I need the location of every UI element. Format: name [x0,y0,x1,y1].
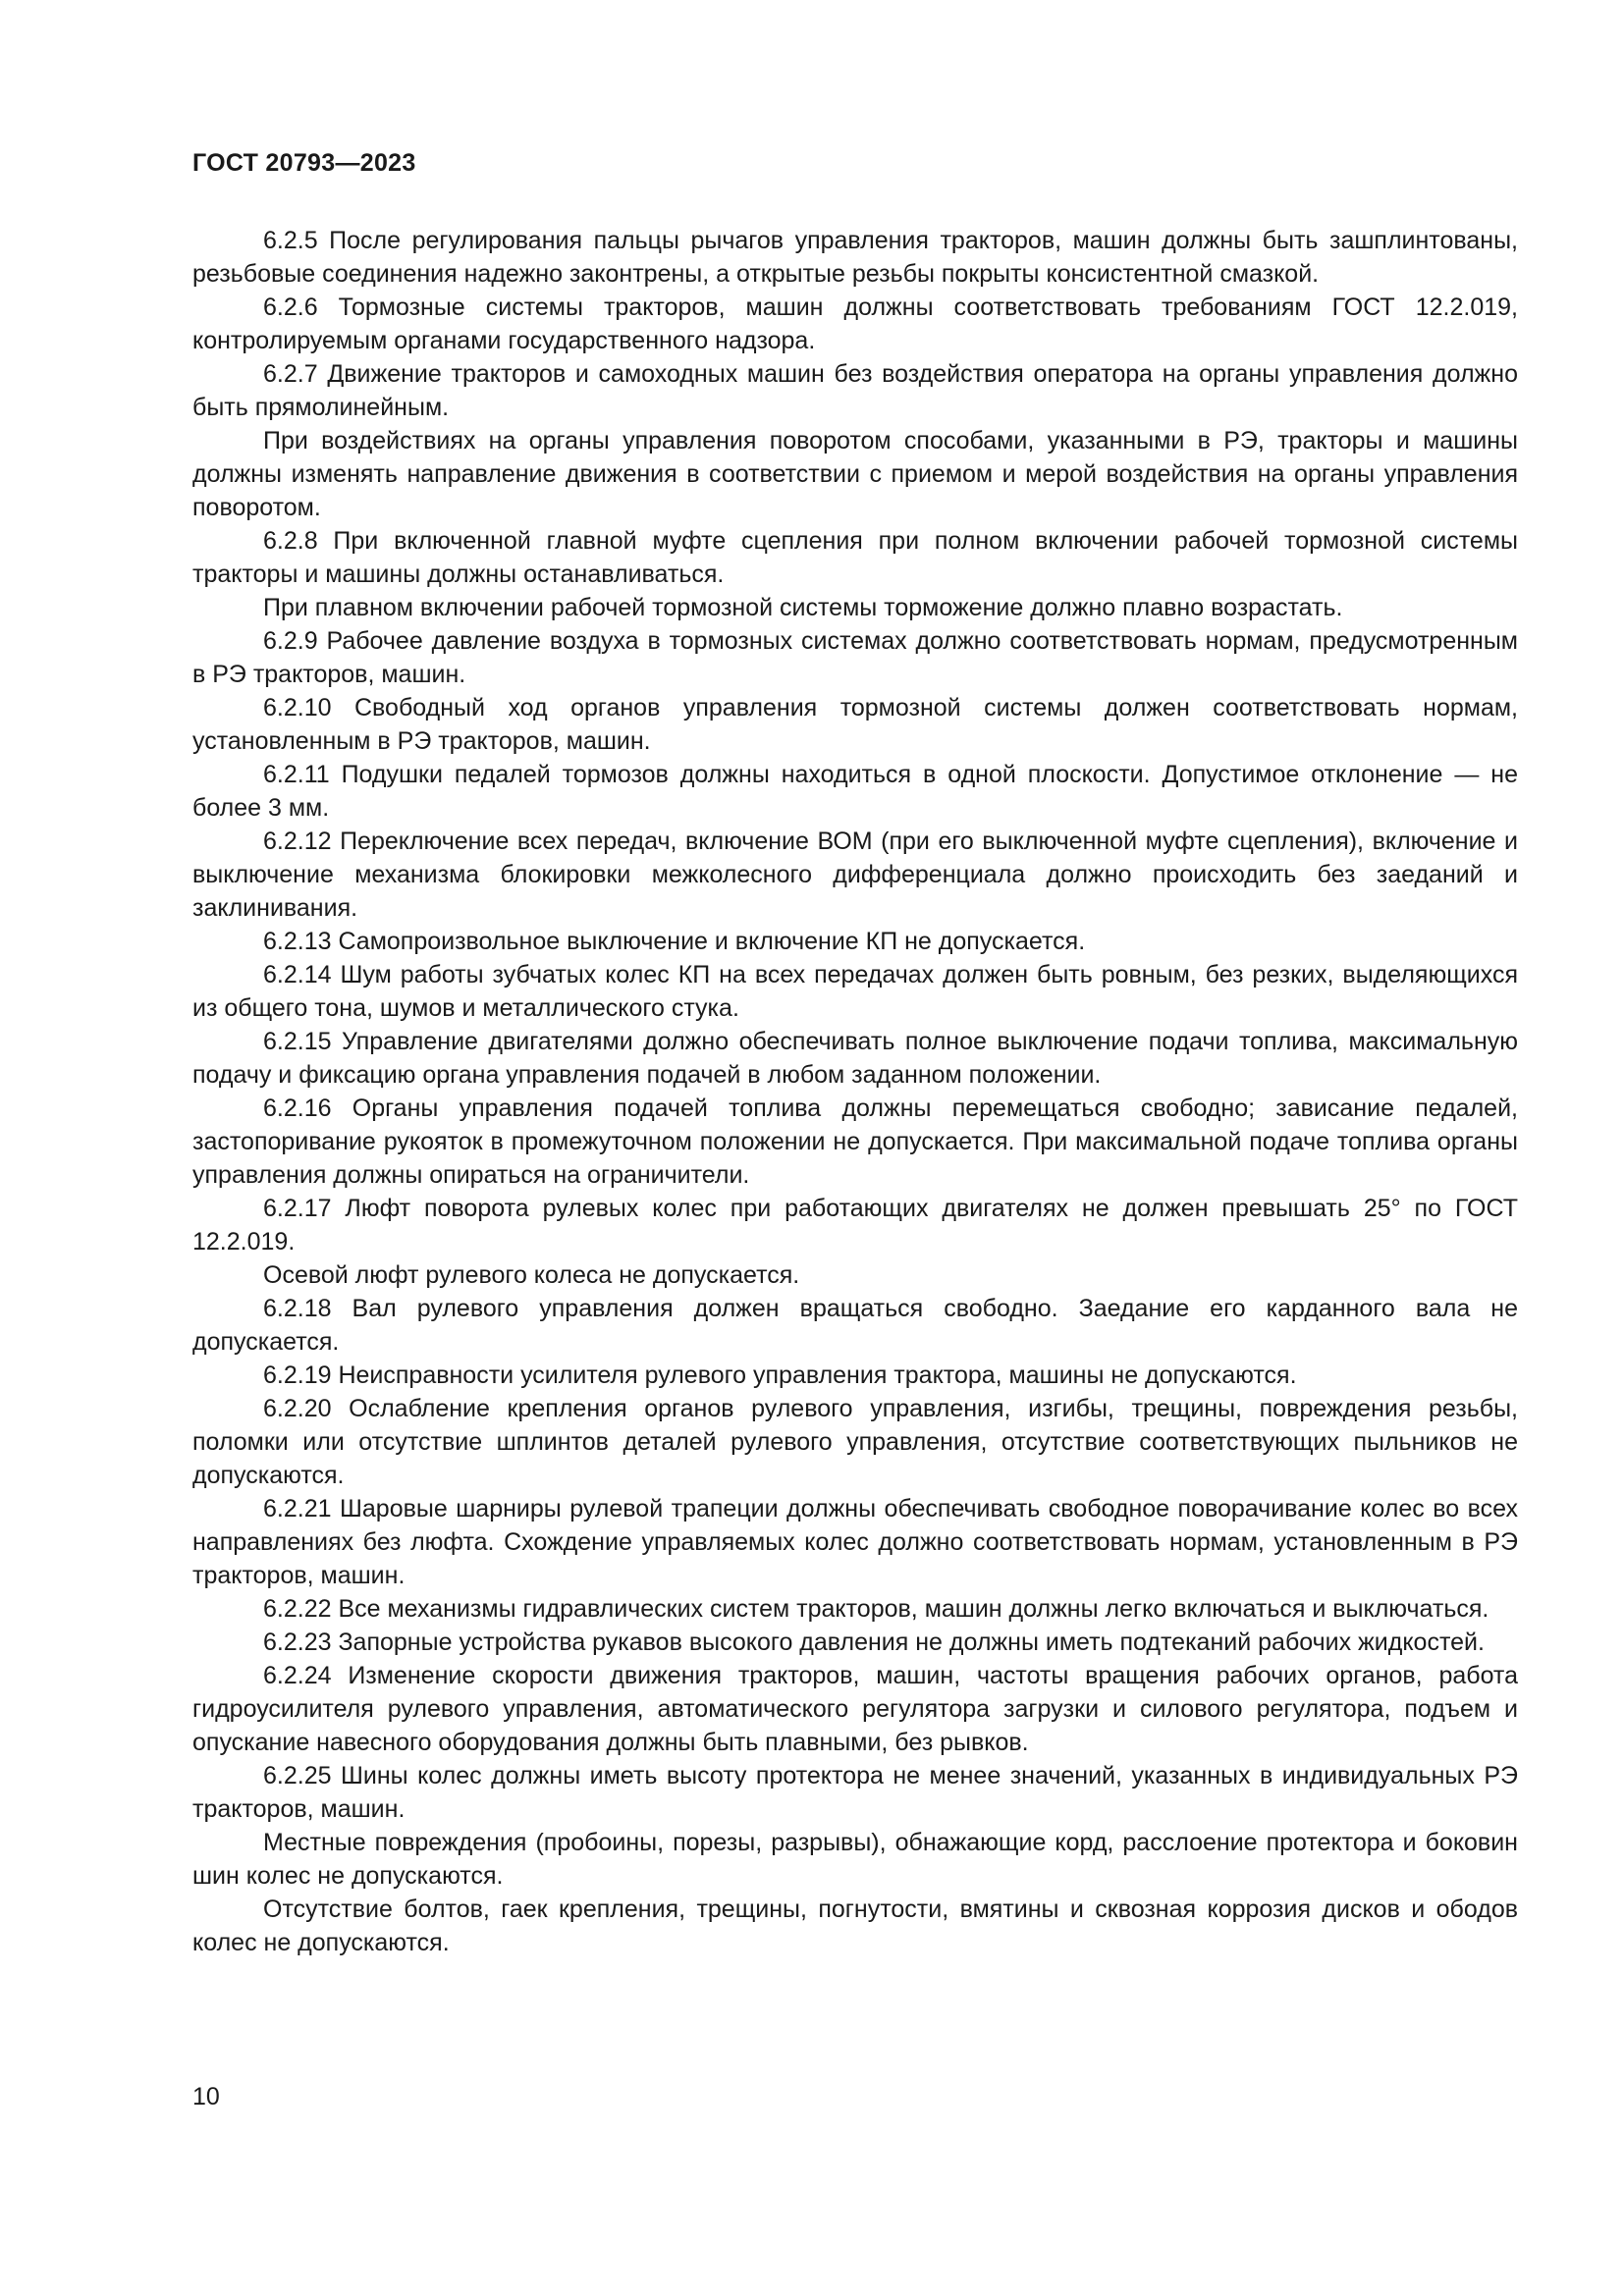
paragraph-6-2-19: 6.2.19 Неисправности усилителя рулевого управления трактора, машины не допускаются. [263,1362,1297,1389]
paragraph-6-2-25-continued-1: Местные повреждения (пробоины, порезы, разрывы), обнажающие корд, расслоение протектора и боковин шин колес не допускаются. [192,1829,1518,1890]
document-header-title: ГОСТ 20793—2023 [192,149,416,177]
paragraph-6-2-7-continued: При воздействиях на органы управления поворотом способами, указанными в РЭ, тракторы и машины должны изменять направление движения в соответствии с приемом и мерой воздействия на органы управления поворотом. [192,427,1518,521]
page-number: 10 [192,2083,220,2110]
paragraph-6-2-6: 6.2.6 Тормозные системы тракторов, машин должны соответствовать требованиям ГОСТ 12.2.019, контролируемым органами государственного надзора. [192,294,1518,354]
paragraph-6-2-21: 6.2.21 Шаровые шарниры рулевой трапеции должны обеспечивать свободное поворачивание колес во всех направлениях без люфта. Схождение управляемых колес должно соответствовать нормам, установленным в РЭ тракторов, машин. [192,1495,1518,1589]
paragraph-6-2-7: 6.2.7 Движение тракторов и самоходных машин без воздействия оператора на органы управления должно быть прямолинейным. [192,360,1518,421]
paragraph-6-2-16: 6.2.16 Органы управления подачей топлива должны перемещаться свободно; зависание педалей, застопоривание рукояток в промежуточном положении не допускается. При максимальной подаче топлива органы управления должны опираться на ограничители. [192,1095,1518,1189]
paragraph-6-2-15: 6.2.15 Управление двигателями должно обеспечивать полное выключение подачи топлива, максимальную подачу и фиксацию органа управления подачей в любом заданном положении. [192,1028,1518,1089]
paragraph-6-2-5: 6.2.5 После регулирования пальцы рычагов управления тракторов, машин должны быть зашплинтованы, резьбовые соединения надежно законтрены, а открытые резьбы покрыты консистентной смазкой. [192,227,1518,288]
paragraph-6-2-22: 6.2.22 Все механизмы гидравлических систем тракторов, машин должны легко включаться и выключаться. [263,1595,1489,1623]
paragraph-6-2-23: 6.2.23 Запорные устройства рукавов высокого давления не должны иметь подтеканий рабочих жидкостей. [263,1629,1485,1656]
paragraph-6-2-18: 6.2.18 Вал рулевого управления должен вращаться свободно. Заедание его карданного вала не допускается. [192,1295,1518,1356]
paragraph-6-2-17-continued: Осевой люфт рулевого колеса не допускается. [263,1261,800,1289]
paragraph-6-2-17: 6.2.17 Люфт поворота рулевых колес при работающих двигателях не должен превышать 25° по ГОСТ 12.2.019. [192,1195,1518,1255]
document-body [192,224,1518,1959]
paragraph-6-2-14: 6.2.14 Шум работы зубчатых колес КП на всех передачах должен быть ровным, без резких, выделяющихся из общего тона, шумов и металлического стука. [192,961,1518,1022]
paragraph-6-2-25-continued-2: Отсутствие болтов, гаек крепления, трещины, погнутости, вмятины и сквозная коррозия дисков и ободов колес не допускаются. [192,1896,1518,1956]
paragraph-6-2-11: 6.2.11 Подушки педалей тормозов должны находиться в одной плоскости. Допустимое отклонение — не более 3 мм. [192,761,1518,822]
paragraph-6-2-13: 6.2.13 Самопроизвольное выключение и включение КП не допускается. [263,928,1086,955]
paragraph-6-2-12: 6.2.12 Переключение всех передач, включение ВОМ (при его выключенной муфте сцепления), включение и выключение механизма блокировки межколесного дифференциала должно происходить без заеданий и заклинивания. [192,828,1518,922]
paragraph-6-2-8: 6.2.8 При включенной главной муфте сцепления при полном включении рабочей тормозной системы тракторы и машины должны останавливаться. [192,527,1518,588]
paragraph-6-2-8-continued: При плавном включении рабочей тормозной системы торможение должно плавно возрастать. [263,594,1343,621]
paragraph-6-2-9: 6.2.9 Рабочее давление воздуха в тормозных системах должно соответствовать нормам, предусмотренным в РЭ тракторов, машин. [192,627,1518,688]
paragraph-6-2-25: 6.2.25 Шины колес должны иметь высоту протектора не менее значений, указанных в индивидуальных РЭ тракторов, машин. [192,1762,1518,1823]
paragraph-6-2-10: 6.2.10 Свободный ход органов управления тормозной системы должен соответствовать нормам, установленным в РЭ тракторов, машин. [192,694,1518,755]
paragraph-6-2-24: 6.2.24 Изменение скорости движения тракторов, машин, частоты вращения рабочих органов, работа гидроусилителя рулевого управления, автоматического регулятора загрузки и силового регулятора, подъем и опускание навесного оборудования должны быть плавными, без рывков. [192,1662,1518,1756]
paragraph-6-2-20: 6.2.20 Ослабление крепления органов рулевого управления, изгибы, трещины, повреждения резьбы, поломки или отсутствие шплинтов деталей рулевого управления, отсутствие соответствующих пыльников не допускаются. [192,1395,1518,1489]
